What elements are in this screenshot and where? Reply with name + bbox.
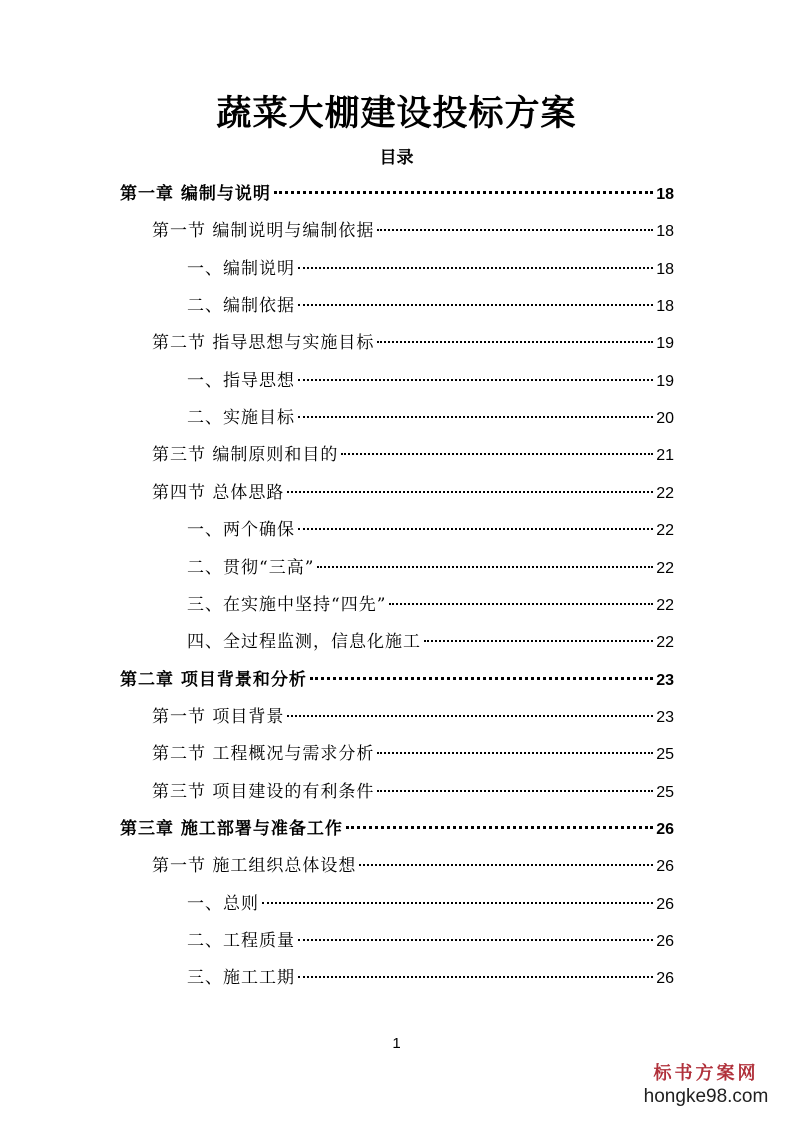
toc-entry-title: 第一节 施工组织总体设想 [152, 856, 357, 876]
toc-dot-leader [262, 902, 653, 904]
toc-dot-leader [298, 939, 653, 941]
toc-dot-leader [424, 640, 653, 642]
toc-entry[interactable] [152, 216, 674, 246]
toc-entry-title: 二、工程质量 [187, 931, 295, 951]
toc-entry[interactable] [187, 403, 674, 433]
toc-entry-page: 26 [656, 858, 674, 875]
watermark-logo [631, 1062, 781, 1108]
toc-entry[interactable] [187, 553, 674, 583]
toc-entry[interactable] [187, 291, 674, 321]
toc-entry[interactable] [152, 702, 674, 732]
toc-entry[interactable] [152, 328, 674, 358]
toc-dot-leader [310, 677, 653, 680]
toc-entry-page: 23 [656, 709, 674, 726]
toc-entry[interactable] [187, 254, 674, 284]
toc-entry-title: 一、总则 [187, 894, 259, 914]
toc-entry-page: 18 [656, 298, 674, 315]
toc-dot-leader [377, 229, 653, 231]
toc-heading: 目录 [379, 148, 414, 168]
toc-entry-title: 第三节 项目建设的有利条件 [152, 782, 375, 802]
toc-entry-page: 23 [656, 672, 674, 689]
toc-entry[interactable] [152, 440, 674, 470]
toc-dot-leader [287, 491, 653, 493]
toc-entry-page: 25 [656, 784, 674, 801]
toc-entry-title: 第一章 编制与说明 [120, 184, 271, 204]
toc-dot-leader [341, 453, 653, 455]
toc-entry[interactable] [120, 814, 674, 844]
toc-dot-leader [377, 752, 653, 754]
toc-dot-leader [377, 790, 653, 792]
toc-entry[interactable] [187, 590, 674, 620]
toc-entry-title: 一、指导思想 [187, 371, 295, 391]
toc-entry-page: 18 [656, 223, 674, 240]
toc-entry-page: 18 [656, 186, 674, 203]
toc-entry[interactable] [120, 665, 674, 695]
toc-entry-page: 20 [656, 410, 674, 427]
toc-entry-page: 21 [656, 447, 674, 464]
toc-entry-title: 二、编制依据 [187, 296, 295, 316]
toc-dot-leader [298, 267, 653, 269]
toc-dot-leader [377, 341, 653, 343]
toc-dot-leader [274, 191, 653, 194]
toc-entry[interactable] [187, 963, 674, 993]
toc-dot-leader [317, 566, 653, 568]
watermark-name: 标书方案网 [653, 1063, 759, 1084]
toc-entry-page: 26 [656, 970, 674, 987]
toc-entry-title: 四、全过程监测，信息化施工 [187, 632, 421, 652]
toc-entry[interactable] [152, 478, 674, 508]
toc-entry-title: 第二节 指导思想与实施目标 [152, 333, 375, 353]
toc-entry-page: 22 [656, 634, 674, 651]
page-number: 1 [392, 1035, 401, 1052]
toc-entry[interactable] [187, 627, 674, 657]
toc-entry-title: 第一节 编制说明与编制依据 [152, 221, 375, 241]
toc-entry-page: 22 [656, 522, 674, 539]
toc-entry[interactable] [187, 889, 674, 919]
toc-entry-title: 第一节 项目背景 [152, 707, 285, 727]
toc-dot-leader [346, 826, 653, 829]
toc-entry-title: 二、贯彻“三高” [187, 558, 315, 578]
toc-entry[interactable] [120, 179, 674, 209]
toc-entry-page: 18 [656, 261, 674, 278]
toc-entry[interactable] [187, 515, 674, 545]
toc-entry-title: 第三章 施工部署与准备工作 [120, 819, 343, 839]
toc-entry[interactable] [152, 739, 674, 769]
toc-dot-leader [298, 416, 653, 418]
toc-entry-page: 22 [656, 560, 674, 577]
toc-entry-title: 第三节 编制原则和目的 [152, 445, 339, 465]
toc-dot-leader [298, 304, 653, 306]
toc-entry-title: 一、两个确保 [187, 520, 295, 540]
toc-dot-leader [359, 864, 653, 866]
toc-entry-title: 二、实施目标 [187, 408, 295, 428]
toc-entry-title: 一、编制说明 [187, 259, 295, 279]
toc-entry-page: 26 [656, 896, 674, 913]
toc-entry[interactable] [152, 777, 674, 807]
toc-entry-page: 26 [656, 821, 674, 838]
toc-dot-leader [389, 603, 653, 605]
toc-entry-page: 22 [656, 597, 674, 614]
watermark-url: hongke98.com [643, 1086, 769, 1107]
toc-dot-leader [287, 715, 653, 717]
toc-entry-page: 25 [656, 746, 674, 763]
toc-entry-page: 26 [656, 933, 674, 950]
toc-entry-page: 19 [656, 335, 674, 352]
toc-entry-title: 三、施工工期 [187, 968, 295, 988]
toc-entry-page: 22 [656, 485, 674, 502]
toc-entry[interactable] [187, 926, 674, 956]
toc-entry[interactable] [187, 366, 674, 396]
toc-entry-title: 第二章 项目背景和分析 [120, 670, 307, 690]
toc-dot-leader [298, 379, 653, 381]
toc-entry-title: 第二节 工程概况与需求分析 [152, 744, 375, 764]
document-title: 蔬菜大棚建设投标方案 [216, 94, 577, 134]
toc-dot-leader [298, 528, 653, 530]
toc-dot-leader [298, 976, 653, 978]
toc-entry-page: 19 [656, 373, 674, 390]
toc-entry[interactable] [152, 851, 674, 881]
toc-entry-title: 三、在实施中坚持“四先” [187, 595, 387, 615]
toc-entry-title: 第四节 总体思路 [152, 483, 285, 503]
